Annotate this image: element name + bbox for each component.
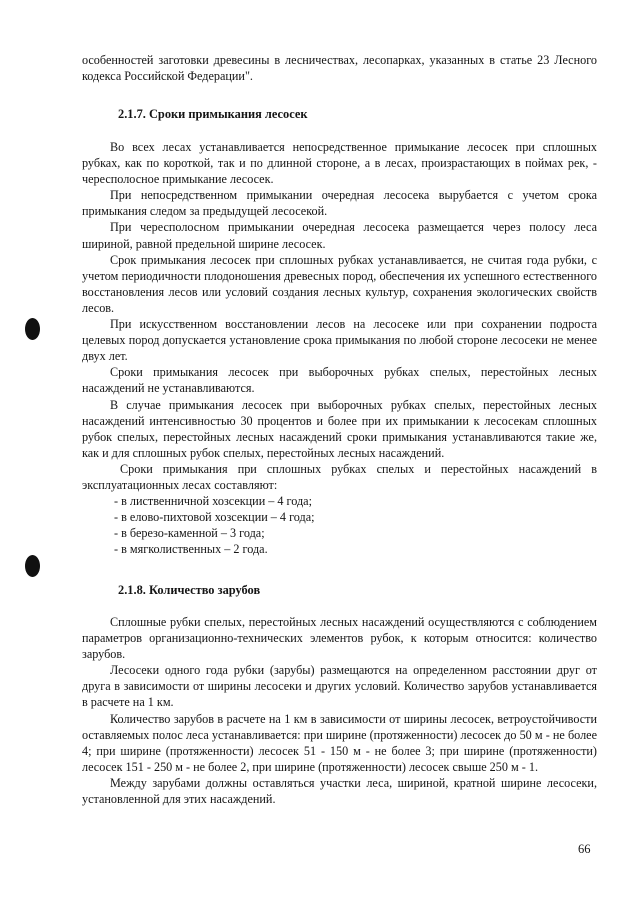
paragraph: Количество зарубов в расчете на 1 км в зависимости от ширины лесосек, ветроустойчивости оставляемых полос леса устанавливается: при ширине (протяженности) лесосек до 50 м - не более 4; при ширине (протяженности) лесосек 51 - 150 м - не более 3; при ширине (протяженности) лесосек 151 - 250 м - не более 2, при ширине (протяженности) лесосек свыше 250 м - 1. xyxy=(82,711,597,774)
paragraph: Между зарубами должны оставляться участки леса, шириной, кратной ширине лесосеки, установленной для этих насаждений. xyxy=(82,775,597,807)
list-item: - в мягколиственных – 2 года. xyxy=(114,542,268,557)
list-item: - в елово-пихтовой хозсекции – 4 года; xyxy=(114,510,315,525)
intro-paragraph: особенностей заготовки древесины в лесничествах, лесопарках, указанных в статье 23 Лесного кодекса Российской Федерации". xyxy=(82,53,597,84)
punch-hole-mark xyxy=(25,555,40,577)
list-item: - в березо-каменной – 3 года; xyxy=(114,526,265,541)
page-number: 66 xyxy=(578,842,591,856)
punch-hole-mark xyxy=(25,318,40,340)
paragraph: При чересполосном примыкании очередная лесосека размещается через полосу леса шириной, равной предельной ширине лесосек. xyxy=(82,220,597,251)
section-2-1-7-body xyxy=(82,139,597,557)
paragraph: Сроки примыкания лесосек при выборочных рубках спелых, перестойных лесных насаждений не устанавливаются. xyxy=(82,365,597,396)
paragraph: Срок примыкания лесосек при сплошных рубках устанавливается, не считая года рубки, с учетом периодичности плодоношения древесных пород, обеспечения их успешного естественного восстановления лесов или условий создания лесных культур, сохранения экологических свойств лесов. xyxy=(82,252,597,315)
section-heading-2-1-7: 2.1.7. Сроки примыкания лесосек xyxy=(118,107,308,121)
paragraph: При непосредственном примыкании очередная лесосека вырубается с учетом срока примыкания следом за предыдущей лесосекой. xyxy=(82,188,597,219)
paragraph: Сроки примыкания при сплошных рубках спелых и перестойных насаждений в эксплуатационных лесах составляют: xyxy=(82,461,597,492)
paragraph: При искусственном восстановлении лесов на лесосеке или при сохранении подроста целевых пород допускается установление срока примыкания по любой стороне лесосеки не менее двух лет. xyxy=(82,317,597,364)
paragraph: Во всех лесах устанавливается непосредственное примыкание лесосек при сплошных рубках, как по короткой, так и по длинной стороне, а в лесах, произрастающих в поймах рек, - чересполосное примыкание лесосек. xyxy=(82,140,597,187)
intro-block xyxy=(82,52,597,84)
paragraph: В случае примыкания лесосек при выборочных рубках спелых, перестойных лесных насаждений интенсивностью 30 процентов и более при их примыкании к лесосекам сплошных рубок спелых, перестойных лесных насаждений сроки примыкания устанавливаются такие же, как и для сплошных рубок спелых, перестойных лесных насаждений. xyxy=(82,397,597,460)
paragraph: Сплошные рубки спелых, перестойных лесных насаждений осуществляются с соблюдением параметров организационно-технических элементов рубок, к которым относится: количество зарубов. xyxy=(82,615,597,662)
section-2-1-8-body xyxy=(82,614,597,807)
paragraph: Лесосеки одного года рубки (зарубы) размещаются на определенном расстоянии друг от друга в зависимости от ширины лесосеки и других условий. Количество зарубов устанавливается в расчете на 1 км. xyxy=(82,663,597,710)
list-item: - в лиственничной хозсекции – 4 года; xyxy=(114,494,312,509)
section-heading-2-1-8: 2.1.8. Количество зарубов xyxy=(118,583,261,597)
